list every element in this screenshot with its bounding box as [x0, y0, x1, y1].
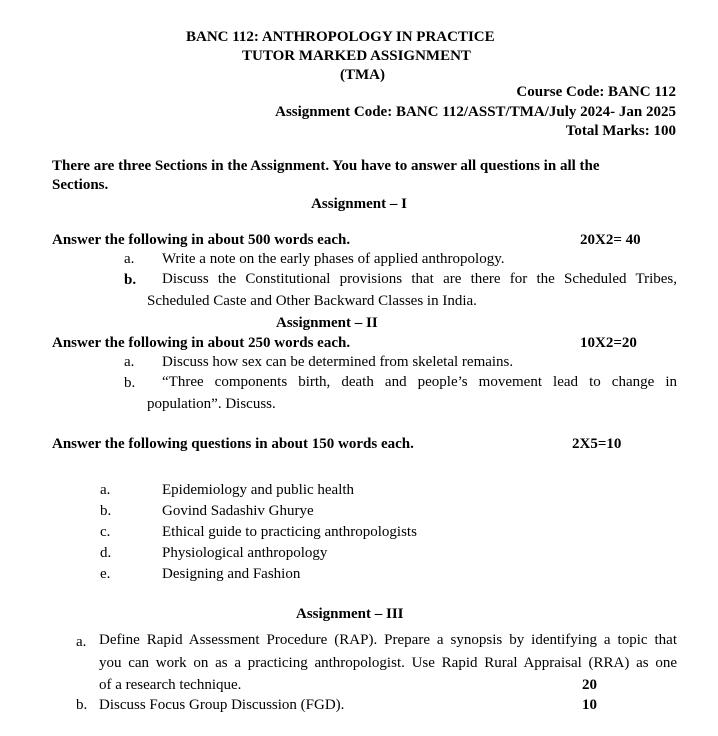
question-marker: b. — [76, 697, 88, 713]
course-code: Course Code: BANC 112 — [516, 84, 676, 100]
intro-line-1: There are three Sections in the Assignment. You have to answer all questions in all the — [52, 158, 600, 174]
section-1-marks: 20X2= 40 — [580, 232, 641, 248]
section-2-marks: 10X2=20 — [580, 335, 637, 351]
total-marks: Total Marks: 100 — [565, 123, 676, 139]
list-item-marker: d. — [100, 545, 112, 561]
question-marks: 20 — [582, 677, 597, 693]
section-2-instruction: Answer the following in about 250 words each. — [52, 335, 351, 351]
section-3-heading: Assignment – III — [296, 606, 404, 622]
question-text: Discuss how sex can be determined from skeletal remains. — [162, 354, 514, 370]
section-1-instruction: Answer the following in about 500 words each. — [52, 232, 351, 248]
question-text: “Three components birth, death and people’s movement lead to change in — [162, 374, 677, 390]
document-title: BANC 112: ANTHROPOLOGY IN PRACTICE — [186, 29, 495, 45]
intro-line-2: Sections. — [52, 177, 109, 193]
document-abbr: (TMA) — [340, 67, 385, 83]
list-item-marker: a. — [100, 482, 111, 498]
question-text-continued: you can work on as a practicing anthropologist. Use Rapid Rural Appraisal (RRA) as one — [99, 655, 677, 671]
question-marker: a. — [76, 634, 87, 650]
question-text: Discuss the Constitutional provisions that are there for the Scheduled Tribes, — [162, 271, 677, 287]
short-answer-marks: 2X5=10 — [572, 436, 622, 452]
section-1-heading: Assignment – I — [311, 196, 407, 212]
list-item: Ethical guide to practicing anthropologists — [162, 524, 417, 540]
question-text-continued: population”. Discuss. — [147, 396, 276, 412]
question-marker: a. — [124, 354, 135, 370]
list-item-marker: b. — [100, 503, 112, 519]
list-item: Physiological anthropology — [162, 545, 328, 561]
question-text: Write a note on the early phases of applied anthropology. — [162, 251, 505, 267]
assignment-code: Assignment Code: BANC 112/ASST/TMA/July 2024- Jan 2025 — [275, 104, 676, 120]
document-subtitle: TUTOR MARKED ASSIGNMENT — [242, 48, 471, 64]
list-item: Designing and Fashion — [162, 566, 301, 582]
question-text: Define Rapid Assessment Procedure (RAP). Prepare a synopsis by identifying a topic that — [99, 632, 677, 648]
question-text-continued: of a research technique. — [99, 677, 242, 693]
list-item: Epidemiology and public health — [162, 482, 355, 498]
question-marks: 10 — [582, 697, 597, 713]
list-item-marker: e. — [100, 566, 111, 582]
list-item-marker: c. — [100, 524, 111, 540]
question-text-continued: Scheduled Caste and Other Backward Classes in India. — [147, 293, 477, 309]
question-marker: b. — [124, 375, 136, 391]
list-item: Govind Sadashiv Ghurye — [162, 503, 314, 519]
question-text: Discuss Focus Group Discussion (FGD). — [99, 697, 345, 713]
short-answer-instruction: Answer the following questions in about 150 words each. — [52, 436, 414, 452]
section-2-heading: Assignment – II — [276, 315, 378, 331]
question-marker: b. — [124, 272, 137, 288]
question-marker: a. — [124, 251, 135, 267]
